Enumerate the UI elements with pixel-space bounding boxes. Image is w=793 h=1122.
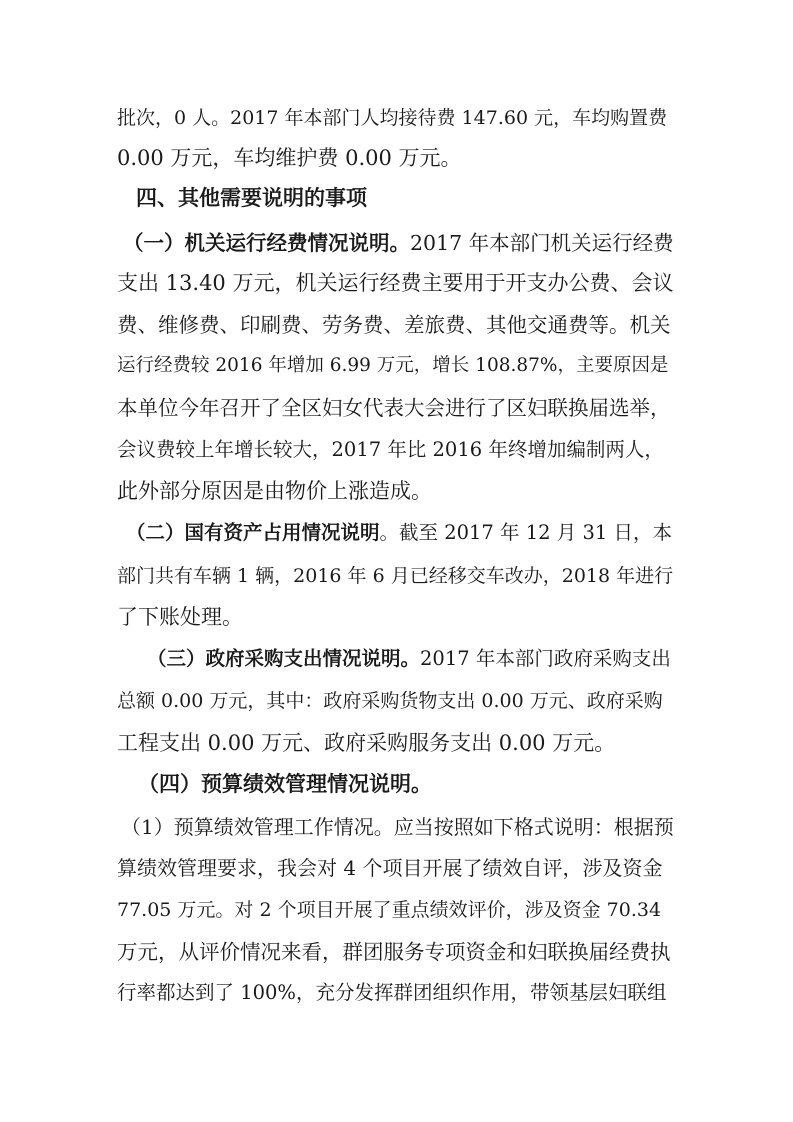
- text-line: [117, 938, 671, 966]
- text-span: 了下账处理。: [117, 605, 243, 629]
- text-span: 部门共有车辆 1 辆，2016 年 6 月已经移交车改办，2018 年进行: [117, 565, 674, 587]
- text-line: [117, 562, 673, 590]
- text-span: 0.00 万元，车均维护费 0.00 万元。: [117, 146, 462, 170]
- subsection-heading-line: [123, 229, 674, 257]
- text-line: [117, 687, 663, 715]
- heading-text: 四、其他需要说明的事项: [136, 185, 367, 210]
- subsection-heading: （三）政府采购支出情况说明。: [147, 647, 421, 670]
- text-span: 工程支出 0.00 万元、政府采购服务支出 0.00 万元。: [117, 731, 616, 755]
- text-span: 支出 13.40 万元，机关运行经费主要用于开支办公费、会议: [117, 271, 674, 295]
- text-span: 批次，0 人。2017 年本部门人均接待费 147.60 元，车均购置费: [117, 107, 668, 129]
- text-span: 2017 年本部门机关运行经费: [410, 231, 674, 255]
- text-line: [117, 436, 664, 464]
- text-line: [117, 477, 432, 505]
- text-span: 万元，从评价情况来看，群团服务专项资金和妇联换届经费执: [117, 940, 671, 964]
- text-line: [117, 854, 662, 882]
- subsection-heading-line: [126, 519, 672, 547]
- subsection-heading: （二）国有资产占用情况说明: [126, 521, 380, 544]
- text-span: 77.05 万元。对 2 个项目开展了重点绩效评价，涉及资金 70.34: [117, 899, 662, 921]
- text-span: 算绩效管理要求，我会对 4 个项目开展了绩效自评，涉及资金: [117, 856, 663, 880]
- text-line: [117, 979, 666, 1007]
- text-span: 总额 0.00 万元，其中：政府采购货物支出 0.00 万元、政府采购: [117, 690, 663, 712]
- text-span: 此外部分原因是由物价上涨造成。: [117, 479, 432, 503]
- text-line: [121, 813, 674, 841]
- text-line: [117, 269, 673, 297]
- text-line: [117, 352, 669, 380]
- text-line: [117, 394, 671, 422]
- text-span: 费、维修费、印刷费、劳务费、差旅费、其他交通费等。机关: [117, 313, 671, 337]
- text-span: 运行经费较 2016 年增加 6.99 万元，增长 108.87%，主要原因是: [117, 355, 669, 376]
- subsection-heading: （四）预算绩效管理情况说明。: [138, 771, 432, 796]
- text-span: 会议费较上年增长较大，2017 年比 2016 年终增加编制两人，: [117, 438, 664, 461]
- text-span: 。截至 2017 年 12 月 31 日，本: [379, 521, 672, 544]
- section-heading: [136, 184, 367, 212]
- text-line: [117, 729, 615, 757]
- text-line: [117, 104, 667, 132]
- subsection-heading: （一）机关运行经费情况说明。: [123, 231, 410, 255]
- text-span: 2017 年本部门政府采购支出: [420, 647, 671, 670]
- subsection-heading-line: [147, 645, 671, 673]
- text-span: （1）预算绩效管理工作情况。应当按照如下格式说明：根据预: [121, 815, 674, 839]
- text-line: [117, 311, 671, 339]
- text-span: 本单位今年召开了全区妇女代表大会进行了区妇联换届选举，: [117, 396, 671, 420]
- text-line: [117, 144, 462, 172]
- subsection-heading-line: [138, 770, 432, 798]
- text-line: [117, 603, 243, 631]
- text-span: 行率都达到了 100%，充分发挥群团组织作用，带领基层妇联组: [117, 981, 667, 1004]
- text-line: [117, 896, 661, 924]
